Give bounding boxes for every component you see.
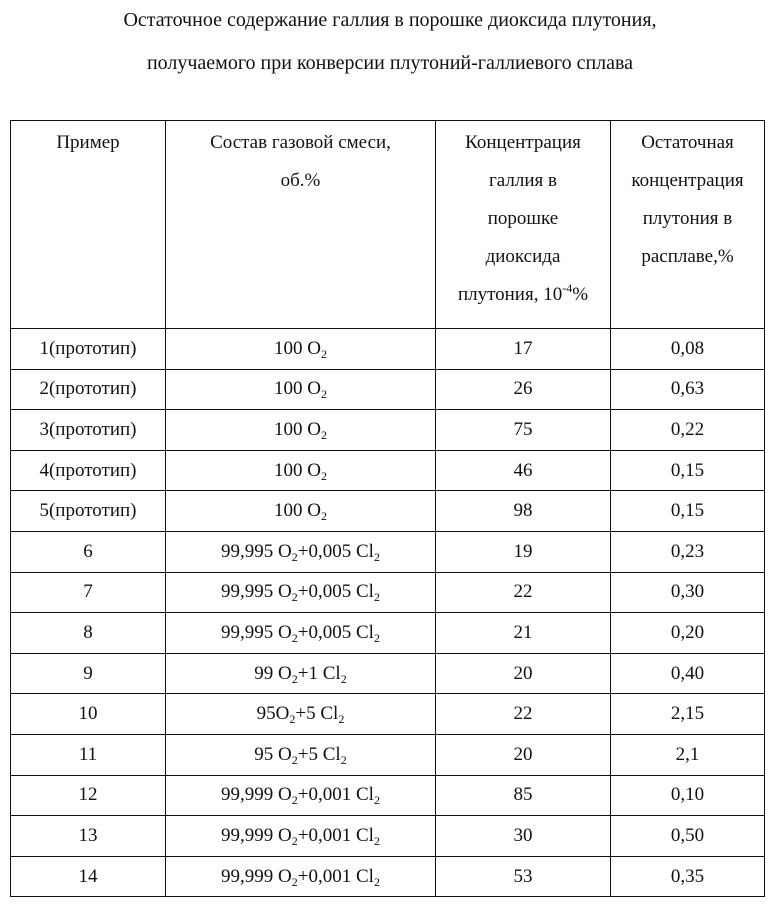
title-line-2: получаемого при конверсии плутоний-галлиевого сплава	[146, 52, 634, 74]
gas-subscript: 2	[291, 793, 298, 808]
gas-subscript: 2	[320, 468, 327, 483]
gas-component: 99,999 O	[221, 865, 292, 887]
cell-example: 2(прототип)	[11, 369, 166, 410]
gas-subscript: 2	[291, 590, 298, 605]
gas-subscript: 2	[373, 874, 380, 889]
gas-component: 100 O	[274, 378, 321, 400]
header-plutonium-line: Остаточная	[641, 132, 734, 153]
gas-subscript: 2	[340, 671, 347, 686]
header-plutonium-line: расплаве,%	[641, 246, 734, 267]
table-row	[11, 653, 765, 694]
header-gallium-line: Концентрация	[465, 132, 581, 153]
cell-plutonium: 2,15	[611, 694, 765, 735]
gas-component: +0,005 Cl	[297, 540, 374, 562]
gas-subscript: 2	[291, 752, 298, 767]
cell-gas-mix	[166, 775, 436, 816]
header-gallium-exponent: -4	[562, 281, 573, 295]
table-row	[11, 816, 765, 857]
gas-component: 95O	[256, 703, 290, 725]
gas-component: 99,995 O	[221, 621, 292, 643]
header-gallium-line	[436, 276, 610, 314]
header-plutonium-line: плутония в	[642, 208, 733, 229]
cell-gallium: 85	[436, 775, 611, 816]
cell-gas-mix	[166, 531, 436, 572]
gas-subscript: 2	[291, 874, 298, 889]
gas-subscript: 2	[340, 752, 347, 767]
header-gas-mix-line: об.%	[280, 170, 321, 191]
gas-subscript: 2	[338, 712, 345, 727]
cell-plutonium: 0,23	[611, 531, 765, 572]
gas-component: 99 O	[254, 662, 292, 684]
cell-plutonium: 0,15	[611, 491, 765, 532]
cell-example: 4(прототип)	[11, 450, 166, 491]
gas-subscript: 2	[320, 427, 327, 442]
cell-example: 13	[11, 816, 166, 857]
gas-component: +0,005 Cl	[297, 621, 374, 643]
cell-gas-mix	[166, 856, 436, 897]
table-row	[11, 410, 765, 451]
gas-component: +0,001 Cl	[297, 865, 374, 887]
gas-component: 99,995 O	[221, 581, 292, 603]
cell-example: 7	[11, 572, 166, 613]
cell-gas-mix	[166, 572, 436, 613]
header-example-label: Пример	[56, 132, 120, 153]
title-line-1: Остаточное содержание галлия в порошке диоксида плутония,	[123, 9, 657, 31]
header-plutonium-line: концентрация	[631, 170, 744, 191]
cell-gallium: 22	[436, 572, 611, 613]
cell-gallium: 98	[436, 491, 611, 532]
cell-example: 14	[11, 856, 166, 897]
cell-example: 9	[11, 653, 166, 694]
cell-gas-mix	[166, 369, 436, 410]
gas-component: 99,999 O	[221, 824, 292, 846]
gas-component: +0,001 Cl	[297, 784, 374, 806]
cell-plutonium: 0,63	[611, 369, 765, 410]
cell-example: 5(прототип)	[11, 491, 166, 532]
table-body	[11, 329, 765, 897]
gas-subscript: 2	[373, 590, 380, 605]
cell-example: 1(прототип)	[11, 329, 166, 370]
table-row	[11, 369, 765, 410]
cell-gallium: 20	[436, 734, 611, 775]
cell-plutonium: 0,35	[611, 856, 765, 897]
cell-plutonium: 0,50	[611, 816, 765, 857]
cell-gas-mix	[166, 329, 436, 370]
gas-component: +5 Cl	[297, 743, 341, 765]
table-row	[11, 329, 765, 370]
cell-gallium: 20	[436, 653, 611, 694]
header-gallium-line: порошке	[487, 208, 559, 229]
gas-subscript: 2	[320, 509, 327, 524]
gas-component: +5 Cl	[295, 703, 339, 725]
gas-subscript: 2	[320, 387, 327, 402]
gas-subscript: 2	[373, 549, 380, 564]
gas-subscript: 2	[373, 630, 380, 645]
table-row	[11, 694, 765, 735]
header-gallium-line: диоксида	[485, 246, 561, 267]
cell-plutonium: 0,30	[611, 572, 765, 613]
table-row	[11, 491, 765, 532]
header-gallium-percent: %	[572, 284, 589, 305]
header-gallium-unit: плутония, 10	[457, 284, 563, 305]
table-row	[11, 856, 765, 897]
gas-subscript: 2	[289, 712, 296, 727]
gas-component: +1 Cl	[297, 662, 341, 684]
cell-example: 11	[11, 734, 166, 775]
gas-subscript: 2	[291, 630, 298, 645]
cell-gas-mix	[166, 410, 436, 451]
cell-gallium: 26	[436, 369, 611, 410]
gas-component: 99,995 O	[221, 540, 292, 562]
gas-component: +0,001 Cl	[297, 824, 374, 846]
cell-gallium: 30	[436, 816, 611, 857]
gas-subscript: 2	[291, 549, 298, 564]
cell-example: 8	[11, 613, 166, 654]
cell-gallium: 46	[436, 450, 611, 491]
gas-component: +0,005 Cl	[297, 581, 374, 603]
cell-plutonium: 0,15	[611, 450, 765, 491]
table-header-row	[11, 121, 765, 329]
table-row	[11, 734, 765, 775]
gas-subscript: 2	[291, 833, 298, 848]
cell-example: 12	[11, 775, 166, 816]
table-row	[11, 450, 765, 491]
cell-gallium: 21	[436, 613, 611, 654]
cell-gas-mix	[166, 491, 436, 532]
gas-subscript: 2	[373, 793, 380, 808]
header-example	[11, 121, 166, 329]
gas-component: 100 O	[274, 500, 321, 522]
cell-gallium: 75	[436, 410, 611, 451]
cell-plutonium: 0,22	[611, 410, 765, 451]
cell-plutonium: 0,10	[611, 775, 765, 816]
cell-gallium: 19	[436, 531, 611, 572]
table-row	[11, 572, 765, 613]
cell-example: 10	[11, 694, 166, 735]
cell-example: 6	[11, 531, 166, 572]
header-gas-mix-line: Состав газовой смеси,	[210, 132, 391, 153]
gas-subscript: 2	[320, 346, 327, 361]
cell-plutonium: 0,20	[611, 613, 765, 654]
cell-example: 3(прототип)	[11, 410, 166, 451]
gas-component: 100 O	[274, 337, 321, 359]
cell-plutonium: 0,08	[611, 329, 765, 370]
table-row	[11, 613, 765, 654]
cell-gas-mix	[166, 694, 436, 735]
header-gallium-line: галлия в	[489, 170, 557, 191]
cell-gas-mix	[166, 653, 436, 694]
gas-subscript: 2	[291, 671, 298, 686]
cell-gallium: 17	[436, 329, 611, 370]
table-row	[11, 775, 765, 816]
gas-component: 99,999 O	[221, 784, 292, 806]
header-plutonium	[611, 121, 765, 329]
cell-gallium: 53	[436, 856, 611, 897]
cell-gas-mix	[166, 613, 436, 654]
cell-gallium: 22	[436, 694, 611, 735]
gas-component: 95 O	[254, 743, 292, 765]
results-table	[10, 120, 765, 897]
cell-plutonium: 2,1	[611, 734, 765, 775]
table-row	[11, 531, 765, 572]
gas-subscript: 2	[373, 833, 380, 848]
cell-gas-mix	[166, 816, 436, 857]
header-gallium	[436, 121, 611, 329]
cell-gas-mix	[166, 450, 436, 491]
gas-component: 100 O	[274, 459, 321, 481]
gas-component: 100 O	[274, 418, 321, 440]
cell-plutonium: 0,40	[611, 653, 765, 694]
cell-gas-mix	[166, 734, 436, 775]
header-gas-mix	[166, 121, 436, 329]
